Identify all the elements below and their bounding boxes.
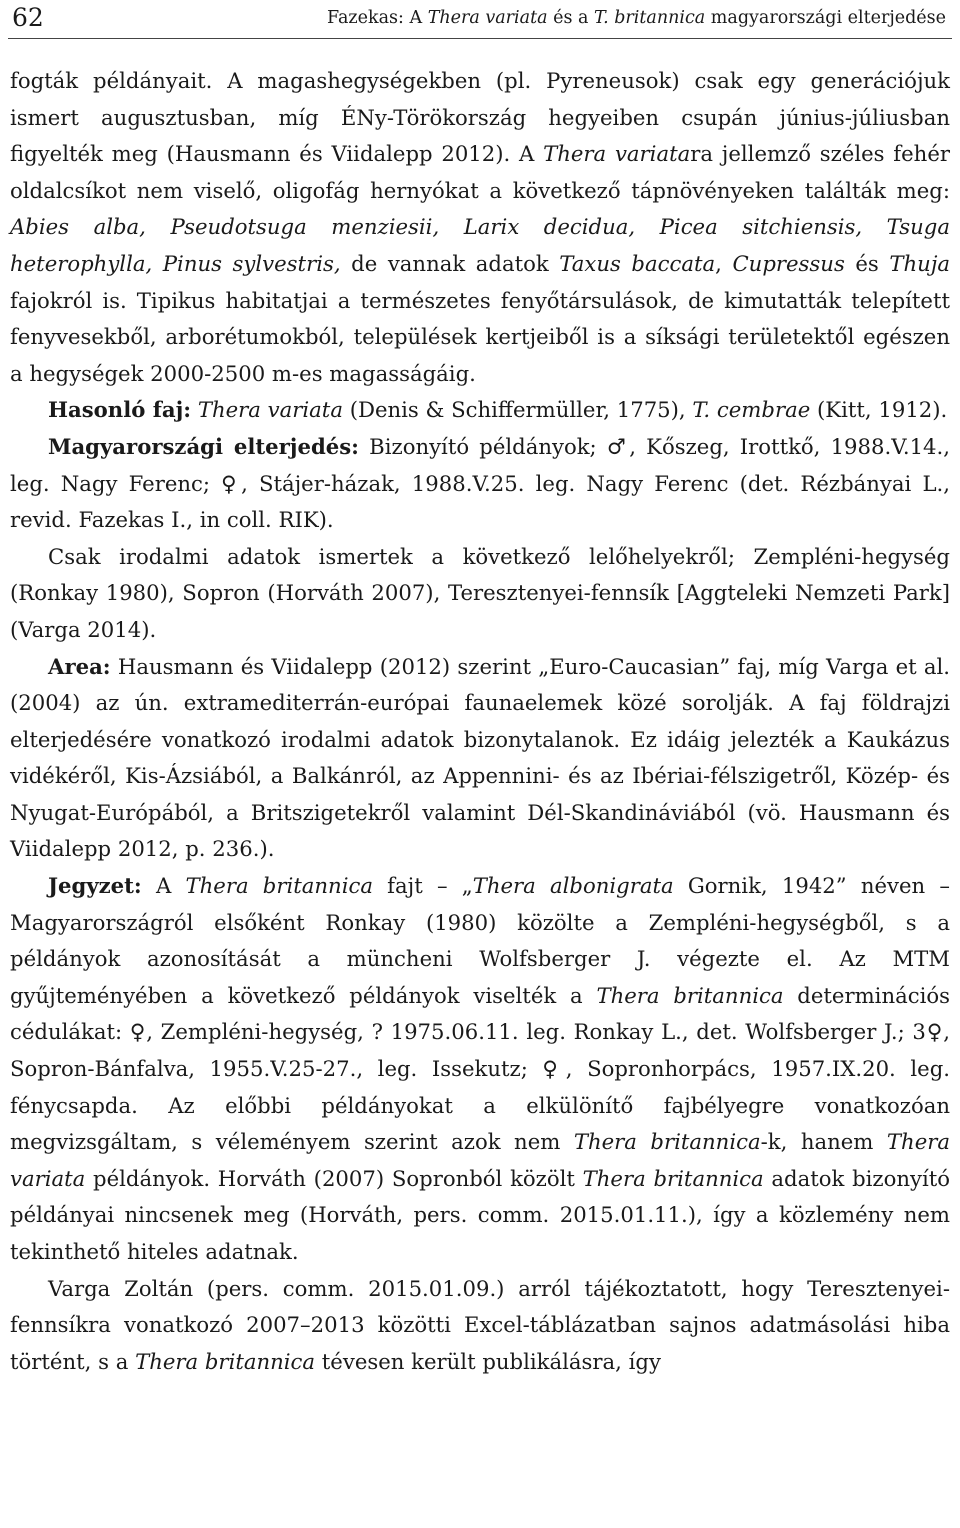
paragraph bbox=[10, 63, 950, 392]
text-run: Gornik, 1942” néven – Magyarországról elsőként Ronkay (1980) közölte a Zempléni-hegységből, s a példányok azonosítását a müncheni Wolfsberger J. végezte el. Az MTM gyűjteményében a következő példányok viselték a bbox=[10, 873, 950, 1008]
section-label: Area: bbox=[48, 653, 111, 679]
text-run: Csak irodalmi adatok ismertek a következő lelőhelyekről; Zempléni-hegység (Ronkay 1980), Sopron (Horváth 2007), Teresztenyei-fennsík [Aggteleki Nemzeti Park] (Varga 2014). bbox=[10, 543, 950, 642]
taxon-name: Abies alba, Pseudotsuga menziesii, Larix decidua, Picea sitchiensis, Tsuga heterophylla, Pinus sylvestris, bbox=[10, 214, 950, 276]
text-run: fajt – „ bbox=[372, 873, 473, 899]
taxon-name: Thera britannica bbox=[573, 1129, 761, 1155]
text-run: tévesen került publikálásra, így bbox=[315, 1348, 661, 1374]
article-body bbox=[10, 63, 950, 1380]
text-run: Varga Zoltán (pers. comm. 2015.01.09.) arról tájékoztatott, hogy Teresztenyei-fennsíkra vonatkozó 2007–2013 közötti Excel-táblázatban sajnos adatmásolási hiba történt, s a bbox=[10, 1275, 950, 1374]
taxon-name: Thera albonigrata bbox=[472, 873, 674, 899]
text-run: fajokról is. Tipikus habitatjai a természetes fenyőtársulások, de kimutatták telepített fenyvesekből, arborétumokból, települések kertjeiből is a síksági területektől egészen a hegységek 2000-2500 m-es magasságáig. bbox=[10, 287, 950, 386]
page-number: 62 bbox=[12, 3, 44, 32]
text-run: (Kitt, 1912). bbox=[810, 397, 948, 423]
section-label: Magyarországi elterjedés: bbox=[48, 433, 360, 459]
section-label: Jegyzet: bbox=[48, 873, 142, 899]
paragraph bbox=[10, 649, 950, 869]
taxon-name: Thera britannica bbox=[135, 1348, 316, 1374]
paragraph bbox=[10, 1271, 950, 1381]
text-run: determinációs cédulákat: ♀, Zempléni-hegység, ? 1975.06.11. leg. Ronkay L., det. Wolfsberger J.; 3♀, Sopron-Bánfalva, 1955.V.25-27., leg. Issekutz; ♀, Sopronhorpács, 1957.IX.20. leg. fénycsapda. Az előbbi példányokat a elkülönítő fajbélyegre vonatkozóan megvizsgáltam, s véleményem szerint azok nem bbox=[10, 982, 951, 1155]
taxon-name: Thera britannica bbox=[582, 1165, 764, 1191]
text-run: és bbox=[844, 250, 890, 276]
paragraph bbox=[10, 539, 950, 649]
text-run: Bizonyító példányok; ♂, Kőszeg, Irottkő, 1988.V.14., leg. Nagy Ferenc; ♀, Stájer-házak, 1988.V.25. leg. Nagy Ferenc (det. Rézbányai L., revid. Fazekas I., in coll. RIK). bbox=[10, 433, 950, 533]
taxon-name: T. cembrae bbox=[692, 397, 811, 423]
taxon-name: Taxus baccata bbox=[559, 250, 716, 276]
taxon-name: Thera variata bbox=[10, 1129, 950, 1191]
text-run: A bbox=[141, 873, 186, 899]
text-run: fogták példányait. A magashegységekben (pl. Pyreneusok) csak egy generációjuk ismert augusztusban, míg ÉNy-Törökország hegyeiben csupán június-júliusban figyelték meg (Hausmann és Viidalepp 2012). A bbox=[10, 68, 950, 167]
page-header bbox=[8, 0, 952, 39]
text-run: (Denis & Schiffermüller, 1775), bbox=[342, 397, 693, 423]
text-run bbox=[191, 397, 198, 422]
taxon-name: Thera britannica bbox=[185, 873, 373, 899]
running-title: Fazekas: A Thera variata és a T. britannica magyarországi elterjedése bbox=[327, 8, 946, 28]
text-run: példányok. Horváth (2007) Sopronból közölt bbox=[85, 1165, 583, 1191]
paragraph bbox=[10, 868, 950, 1271]
taxon-name: Cupressus bbox=[732, 250, 845, 276]
text-run: -k, hanem bbox=[760, 1129, 887, 1155]
paragraph bbox=[10, 429, 950, 539]
paragraph bbox=[10, 392, 950, 429]
taxon-name: Thera britannica bbox=[596, 982, 784, 1008]
taxon-name: Thuja bbox=[889, 250, 951, 276]
text-run: adatok bizonyító példányai nincsenek meg (Horváth, pers. comm. 2015.01.11.), így a közlemény nem tekinthető hiteles adatnak. bbox=[10, 1165, 951, 1264]
text-run: ra jellemző széles fehér oldalcsíkot nem viselő, oligofág hernyókat a következő tápnövényeken találták meg: bbox=[10, 141, 950, 203]
taxon-name: Thera variata bbox=[543, 141, 691, 167]
text-run: de vannak adatok bbox=[340, 250, 560, 276]
section-label: Hasonló faj: bbox=[48, 397, 192, 423]
taxon-name: Thera variata bbox=[197, 397, 343, 423]
text-run: , bbox=[715, 250, 733, 276]
text-run: Hausmann és Viidalepp (2012) szerint „Euro-Caucasian” faj, míg Varga et al. (2004) az ún. extramediterrán-európai faunaelemek közé sorolják. A faj földrajzi elterjedésére vonatkozó irodalmi adatok bizonytalanok. Ez idáig jelezték a Kaukázus vidékéről, Kis-Ázsiából, a Balkánról, az Appennini- és az Ibériai-félszigetről, Közép- és Nyugat-Európából, a Britszigetekről valamint Dél-Skandináviából (vö. Hausmann és Viidalepp 2012, p. 236.). bbox=[10, 653, 950, 862]
